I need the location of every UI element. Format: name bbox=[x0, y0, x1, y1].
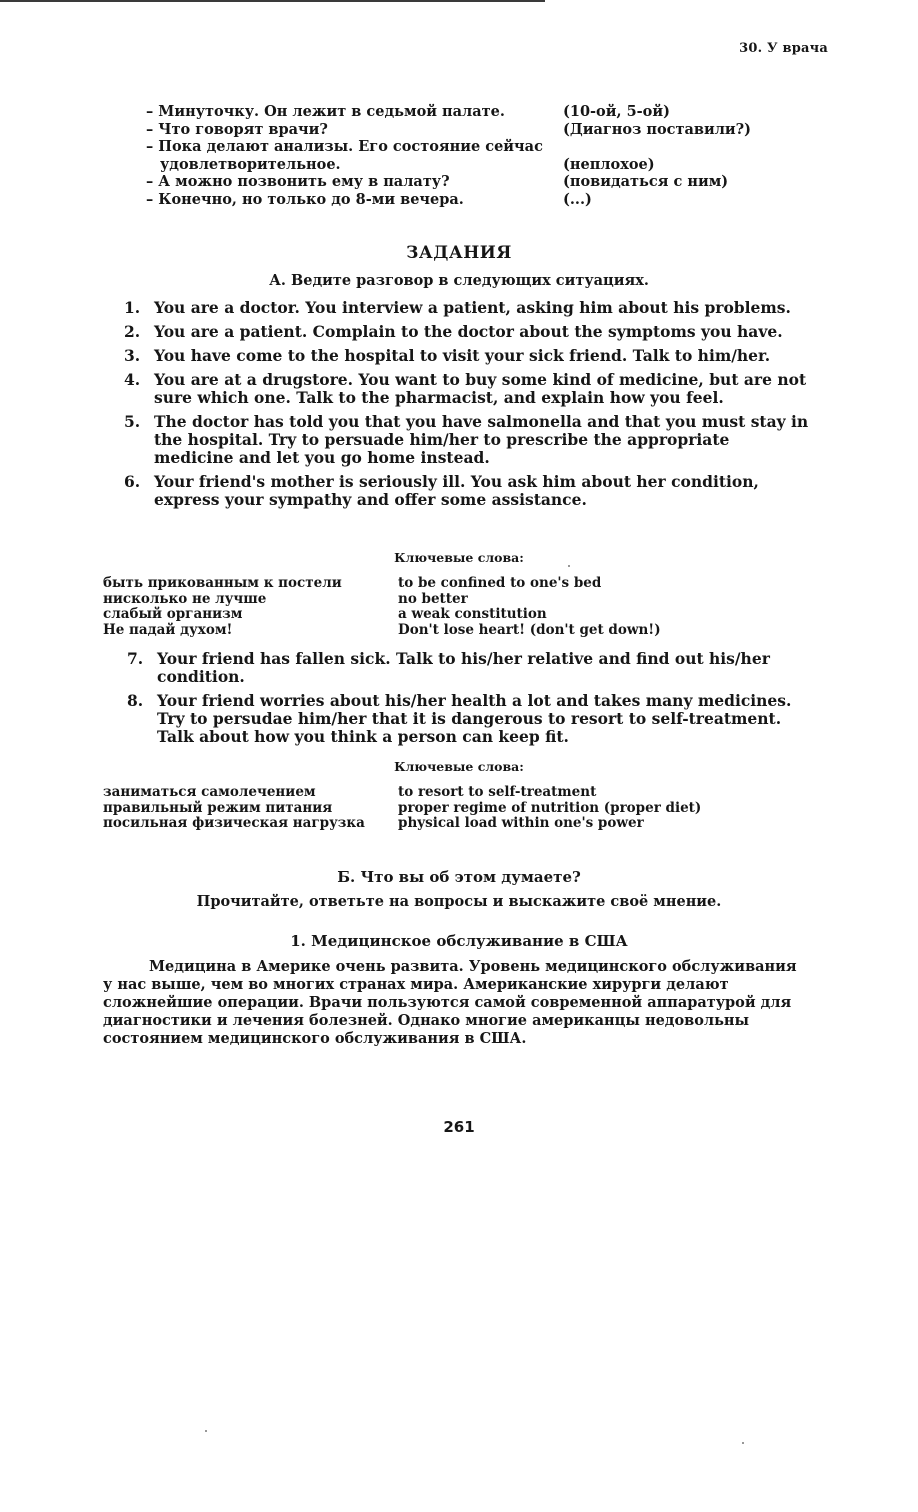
dialogue-variant: (...) bbox=[563, 190, 592, 208]
dialogue-line: – Пока делают анализы. Его состояние сейчас удовлетворительное. bbox=[146, 138, 543, 173]
task-number: 6. bbox=[124, 472, 141, 491]
dialogue-line: – Что говорят врачи? bbox=[146, 120, 328, 138]
task-number: 3. bbox=[124, 346, 141, 365]
keywords-table-2 bbox=[103, 785, 803, 832]
task-number: 1. bbox=[124, 298, 141, 317]
task-list bbox=[124, 299, 814, 515]
scan-speck bbox=[205, 1430, 207, 1432]
dialogue-row bbox=[146, 191, 796, 209]
task-text: Your friend's mother is seriously ill. You ask him about her condition, express your sympathy and offer some assistance. bbox=[154, 472, 759, 509]
section-b-instruction: Прочитайте, ответьте на вопросы и выскажите своё мнение. bbox=[196, 893, 722, 910]
task-text: Your friend has fallen sick. Talk to his/her relative and find out his/her condition. bbox=[157, 649, 770, 686]
task-number: 8. bbox=[127, 691, 144, 710]
body-paragraph: Медицина в Америке очень развита. Уровень медицинского обслуживания у нас выше, чем во многих странах мира. Американские хирурги делают сложнейшие операции. Врачи пользуются самой современной аппаратурой для диагностики и лечения болезней. Однако многие американцы недовольны состоянием медицинского обслуживания в США. bbox=[103, 958, 797, 1047]
dialogue-variant: (неплохое) bbox=[563, 155, 655, 173]
keyword-ru: правильный режим питания bbox=[103, 799, 333, 816]
task-item bbox=[124, 299, 814, 317]
section-b-heading: Б. Что вы об этом думаете? bbox=[337, 868, 581, 886]
task-number: 2. bbox=[124, 322, 141, 341]
scan-speck bbox=[568, 565, 570, 567]
task-text: Your friend worries about his/her health a lot and takes many medicines. Try to persudae him/her that it is dangerous to resort to self-treatment. Talk about how you think a person can keep fit. bbox=[157, 691, 792, 746]
dialogue-row bbox=[146, 173, 796, 191]
task-item bbox=[124, 371, 814, 407]
dialogue-line: – А можно позвонить ему в палату? bbox=[146, 173, 450, 190]
tasks-heading: ЗАДАНИЯ bbox=[406, 243, 512, 263]
dialogue-row bbox=[146, 138, 796, 173]
keyword-row bbox=[103, 801, 803, 817]
keyword-row bbox=[103, 785, 803, 801]
keyword-ru: Не падай духом! bbox=[103, 621, 233, 638]
keyword-en: physical load within one's power bbox=[398, 815, 644, 831]
keyword-en: Don't lose heart! (don't get down!) bbox=[398, 621, 661, 638]
keywords-label: Ключевые слова: bbox=[394, 550, 524, 565]
task-text: You have come to the hospital to visit your sick friend. Talk to him/her. bbox=[154, 346, 771, 365]
keyword-row bbox=[103, 816, 803, 832]
keywords-label-2: Ключевые слова: bbox=[394, 759, 524, 774]
task-text: The doctor has told you that you have salmonella and that you must stay in the hospital. Try to persuade him/her to prescribe the appropriate medicine and let you go home instead. bbox=[154, 412, 809, 467]
task-item bbox=[124, 413, 814, 467]
keyword-en: a weak constitution bbox=[398, 606, 547, 622]
top-rule bbox=[0, 0, 545, 2]
task-text: You are a doctor. You interview a patient, asking him about his problems. bbox=[154, 298, 791, 317]
page-number: 261 bbox=[443, 1118, 475, 1136]
keyword-row bbox=[103, 592, 803, 608]
task-text: You are at a drugstore. You want to buy some kind of medicine, but are not sure which one. Talk to the pharmacist, and explain how you feel. bbox=[154, 370, 807, 407]
task-number: 7. bbox=[127, 649, 144, 668]
dialogue-variant: (повидаться с ним) bbox=[563, 173, 729, 190]
keyword-ru: заниматься самолечением bbox=[103, 784, 316, 800]
task-item bbox=[124, 347, 814, 365]
keyword-ru: нисколько не лучше bbox=[103, 590, 267, 607]
task-list-2 bbox=[127, 650, 817, 752]
keyword-en: proper regime of nutrition (proper diet) bbox=[398, 799, 702, 816]
task-item bbox=[127, 650, 817, 686]
keywords-table bbox=[103, 576, 803, 638]
keyword-row bbox=[103, 623, 803, 639]
task-text: You are a patient. Complain to the doctor about the symptoms you have. bbox=[154, 322, 783, 341]
task-number: 5. bbox=[124, 412, 141, 431]
task-item bbox=[124, 323, 814, 341]
dialogue-variant: (10-ой, 5-ой) bbox=[563, 103, 670, 120]
dialogue-line: – Конечно, но только до 8-ми вечера. bbox=[146, 190, 464, 208]
keyword-ru: слабый организм bbox=[103, 606, 243, 622]
dialogue-variant: (Диагноз поставили?) bbox=[563, 120, 752, 138]
task-number: 4. bbox=[124, 370, 141, 389]
dialogue-row bbox=[146, 103, 796, 121]
keyword-en: to be confined to one's bed bbox=[398, 575, 602, 591]
dialogue-row bbox=[146, 121, 796, 139]
task-item bbox=[127, 692, 817, 746]
scan-speck bbox=[742, 1442, 744, 1444]
running-head: 30. У врача bbox=[739, 41, 828, 56]
keyword-en: no better bbox=[398, 590, 468, 607]
section-a-heading: А. Ведите разговор в следующих ситуациях. bbox=[269, 272, 649, 289]
keyword-row bbox=[103, 576, 803, 592]
keyword-row bbox=[103, 607, 803, 623]
keyword-ru: быть прикованным к постели bbox=[103, 575, 342, 591]
task-item bbox=[124, 473, 814, 509]
dialogue-line: – Минуточку. Он лежит в седьмой палате. bbox=[146, 103, 505, 120]
keyword-ru: посильная физическая нагрузка bbox=[103, 815, 365, 831]
section-b1-title: 1. Медицинское обслуживание в США bbox=[290, 932, 628, 950]
keyword-en: to resort to self-treatment bbox=[398, 784, 597, 800]
dialogue-block bbox=[146, 103, 796, 208]
